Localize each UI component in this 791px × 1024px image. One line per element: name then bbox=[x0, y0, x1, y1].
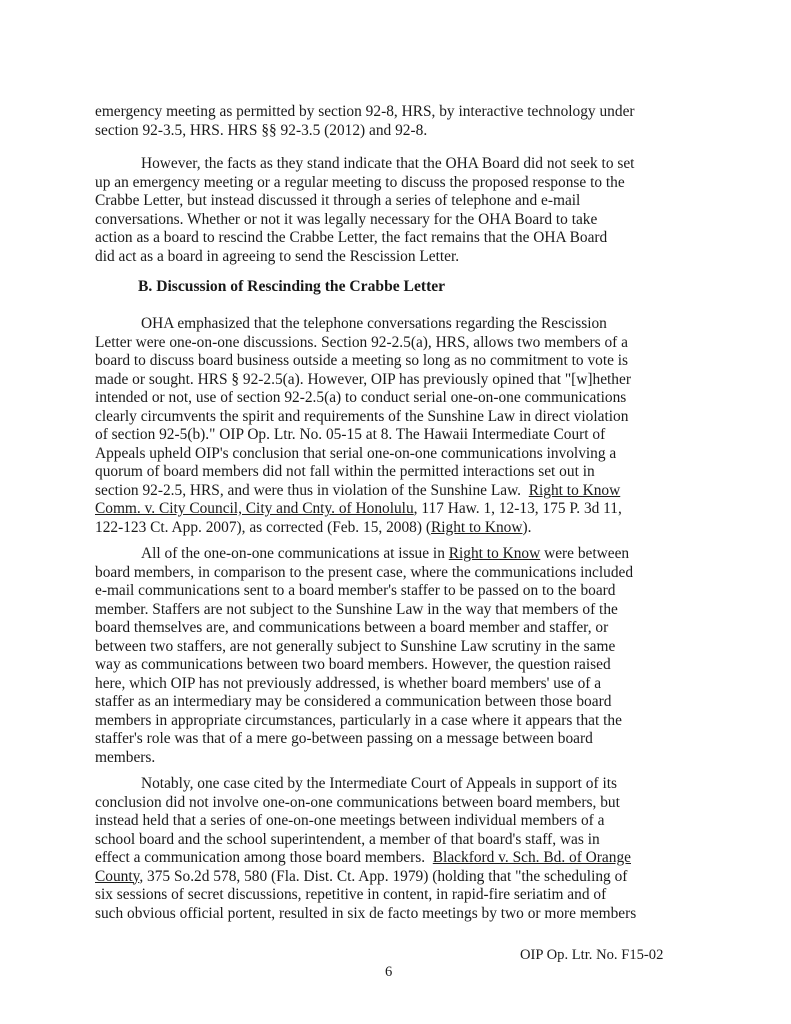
text-line: Notably, one case cited by the Intermediate Court of Appeals in support of its bbox=[141, 775, 617, 792]
case-citation: Right to Know bbox=[528, 481, 621, 499]
case-citation: County bbox=[95, 867, 140, 885]
case-citation: Comm. v. City Council, City and Cnty. of Honolulu bbox=[95, 500, 414, 517]
text-line: emergency meeting as permitted by section 92-8, HRS, by interactive technology under bbox=[95, 103, 635, 120]
text-line: staffer as an intermediary may be considered a communication between those board bbox=[95, 693, 612, 710]
text-line: board members, in comparison to the present case, where the communications included bbox=[95, 563, 634, 581]
text-span: were between bbox=[540, 545, 630, 562]
text-line bbox=[95, 519, 700, 538]
text-line: of section 92-5(b)." OIP Op. Ltr. No. 05-15 at 8. The Hawaii Intermediate Court of bbox=[95, 426, 606, 443]
paragraph-continuation bbox=[95, 103, 700, 140]
text-line bbox=[95, 849, 700, 868]
text-span: 122-123 Ct. App. 2007), as corrected (Feb. 15, 2008) ( bbox=[95, 518, 431, 536]
text-line: here, which OIP has not previously addressed, is whether board members' use of a bbox=[95, 674, 602, 692]
text-span: , 375 So.2d 578, 580 (Fla. Dist. Ct. App. 1979) (holding that "the scheduling of bbox=[139, 867, 628, 885]
text-span: effect a communication among those board members. bbox=[95, 849, 426, 866]
text-span: All of the one-on-one communications at issue in bbox=[141, 545, 449, 562]
text-line: made or sought. HRS § 92-2.5(a). However, OIP has previously opined that "[w]hether bbox=[95, 370, 631, 388]
text-line: However, the facts as they stand indicate that the OHA Board did not seek to set bbox=[141, 155, 635, 172]
page-number: 6 bbox=[385, 964, 393, 980]
text-line: action as a board to rescind the Crabbe Letter, the fact remains that the OHA Board bbox=[95, 229, 608, 246]
text-line: did act as a board in agreeing to send the Rescission Letter. bbox=[95, 247, 460, 265]
text-line: conversations. Whether or not it was legally necessary for the OHA Board to take bbox=[95, 210, 598, 228]
paragraph-one-on-one bbox=[95, 315, 700, 537]
text-line: intended or not, use of section 92-2.5(a) to conduct serial one-on-one communications bbox=[95, 389, 627, 406]
text-line: members in appropriate circumstances, particularly in a case where it appears that the bbox=[95, 711, 622, 729]
text-line: staffer's role was that of a mere go-between passing on a message between board bbox=[95, 730, 593, 747]
text-span: section 92-2.5, HRS, and were thus in violation of the Sunshine Law. bbox=[95, 481, 522, 499]
paragraph-staffers bbox=[95, 545, 700, 767]
text-line bbox=[95, 545, 700, 564]
text-line: up an emergency meeting or a regular meeting to discuss the proposed response to the bbox=[95, 173, 625, 191]
case-short-cite: Right to Know bbox=[430, 518, 523, 536]
text-line: between two staffers, are not generally subject to Sunshine Law scrutiny in the same bbox=[95, 637, 616, 655]
text-span: , 117 Haw. 1, 12-13, 175 P. 3d 11, bbox=[413, 500, 622, 517]
section-heading: B. Discussion of Rescinding the Crabbe Letter bbox=[138, 278, 446, 295]
case-citation: Blackford v. Sch. Bd. of Orange bbox=[432, 849, 631, 866]
text-line: member. Staffers are not subject to the Sunshine Law in the way that members of the bbox=[95, 600, 618, 618]
text-line: Appeals upheld OIP's conclusion that serial one-on-one communications involving a bbox=[95, 444, 617, 462]
text-span: ). bbox=[522, 518, 532, 536]
text-line: Letter were one-on-one discussions. Section 92-2.5(a), HRS, allows two members of a bbox=[95, 333, 628, 351]
text-line: OHA emphasized that the telephone conversations regarding the Rescission bbox=[141, 315, 607, 332]
text-line: conclusion did not involve one-on-one communications between board members, but bbox=[95, 793, 620, 811]
text-line: members. bbox=[95, 748, 156, 766]
text-line: section 92-3.5, HRS. HRS §§ 92-3.5 (2012) and 92-8. bbox=[95, 121, 428, 139]
opinion-reference: OIP Op. Ltr. No. F15-02 bbox=[520, 947, 664, 963]
text-line: school board and the school superintendent, a member of that board's staff, was in bbox=[95, 830, 600, 848]
text-line: Crabbe Letter, but instead discussed it through a series of telephone and e-mail bbox=[95, 192, 581, 209]
text-line: board themselves are, and communications between a board member and staffer, or bbox=[95, 619, 609, 636]
paragraph-notably bbox=[95, 775, 700, 923]
text-line: six sessions of secret discussions, repetitive in content, in rapid-fire seriatim and of bbox=[95, 886, 607, 903]
text-line: such obvious official portent, resulted in six de facto meetings by two or more members bbox=[95, 904, 637, 922]
case-short-cite: Right to Know bbox=[448, 545, 541, 562]
text-line bbox=[95, 500, 700, 519]
text-line: quorum of board members did not fall within the permitted interactions set out in bbox=[95, 463, 595, 480]
text-line bbox=[95, 868, 700, 887]
text-line: way as communications between two board members. However, the question raised bbox=[95, 656, 611, 673]
text-line: board to discuss board business outside a meeting so long as no commitment to vote is bbox=[95, 352, 629, 369]
text-line: instead held that a series of one-on-one meetings between individual members of a bbox=[95, 812, 605, 829]
paragraph-oha-board bbox=[95, 155, 700, 266]
text-line: clearly circumvents the spirit and requirements of the Sunshine Law in direct violation bbox=[95, 407, 629, 425]
text-line: e-mail communications sent to a board member's staffer to be passed on to the board bbox=[95, 582, 616, 599]
text-line bbox=[95, 482, 700, 501]
